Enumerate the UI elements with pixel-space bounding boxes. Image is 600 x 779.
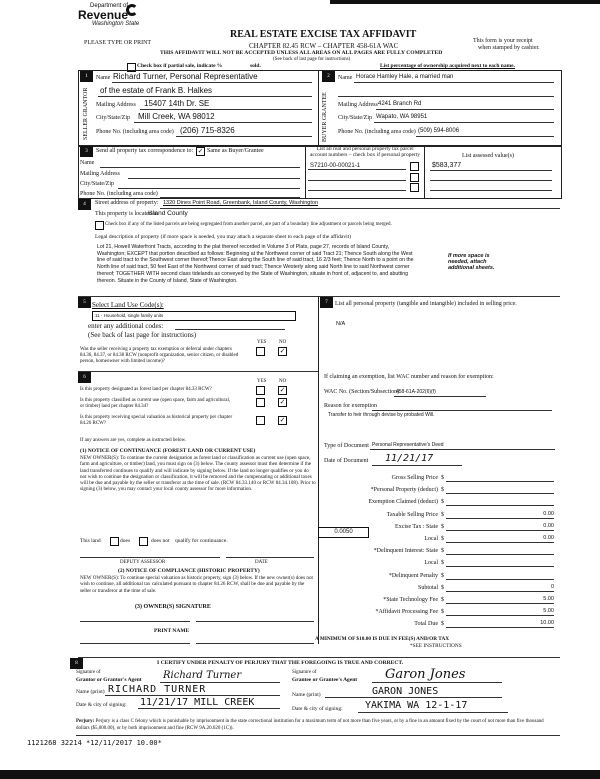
buyer-grantee-label: BUYER GRANTEE xyxy=(322,92,328,142)
perjury-text: Perjury is a class C felony which is punishable by imprisonment in the state correctional institution for a maximum term of not more than five years, or by a fine in an amount fixed by the court of not more than five thousand dollars ($5,000.00), or by both imprisonment and fine (RCW 9A.20.020 (1C)). xyxy=(76,719,544,731)
more-space-note: If more space is needed, attach additional sheets. xyxy=(448,253,495,271)
no-checkbox[interactable]: ✓ xyxy=(279,416,286,424)
notice-continuance-text: NEW OWNER(S): To continue the current designation as forest land or classification as current use (open space, farm and agriculture, or timber) land, you must sign on (3) below. The county assessor must then determine if the land transferred continues to qualify and will indicate by signing below. If the land no longer qualifies or you do not wish to continue the designation or classification, it will be removed and the compensating or additional taxes will be due and payable by the seller or transferor at the time of sale. (RCW 84.33.140 or RCW 84.34.108). Prior to signing (3) below, you may contact your local county assessor for more information. xyxy=(80,455,316,493)
calc-row-value[interactable]: 10.00 xyxy=(446,620,554,628)
notice-continuance-title: (1) NOTICE OF CONTINUANCE (FOREST LAND OR CURRENT USE) xyxy=(80,448,256,454)
legal-label: Legal description of property (if more space is needed, you may attach a separate sheet to each page of the affidavit) xyxy=(95,234,351,240)
seller-name[interactable]: Richard Turner, Personal Representative xyxy=(113,72,258,81)
perjury-label: Perjury: xyxy=(76,719,95,724)
seller-city[interactable]: Mill Creek, WA 98012 xyxy=(138,112,215,121)
yes-checkbox[interactable] xyxy=(256,416,265,425)
personal-property-checkbox[interactable] xyxy=(410,183,419,192)
assessed-value[interactable]: $583,377 xyxy=(432,162,462,169)
calc-row-label: Exemption Claimed (deduct) xyxy=(368,499,438,506)
land-use-code-select[interactable]: 11 - Household, single family units xyxy=(92,311,296,321)
grantor-signature[interactable]: Richard Turner xyxy=(163,670,242,681)
label: City/State/Zip xyxy=(96,115,130,121)
current-use-question: Is this property classified as current use (open space, farm and agricultural, or timber) land per chapter 84.34? xyxy=(80,398,231,409)
section-number: 4 xyxy=(78,199,91,210)
no-header: NO xyxy=(279,340,287,345)
buyer-address[interactable]: 4241 Branch Rd xyxy=(378,101,422,107)
see-back: (See back of last page for instructions) xyxy=(273,57,351,62)
please-type: PLEASE TYPE OR PRINT xyxy=(84,40,152,46)
owner-signature-title: (3) OWNER(S) SIGNATURE xyxy=(135,604,211,610)
minimum-note: A MINIMUM OF $10.00 IS DUE IN FEE(S) AND/OR TAX xyxy=(315,636,450,642)
grantee-date-city[interactable]: YAKIMA WA 12-1-17 xyxy=(365,700,468,711)
exemption-question: Was the seller receiving a property tax exemption or deferral under chapters 84.36, 84.37, or 84.38 RCW (nonprofit organization, senior citizen, or disabled person, homeowner with limited income)? xyxy=(80,347,239,364)
label: This land xyxy=(80,538,101,544)
label: Send all property tax correspondence to: xyxy=(96,148,194,154)
warning: THIS AFFIDAVIT WILL NOT BE ACCEPTED UNLESS ALL AREAS ON ALL PAGES ARE FULLY COMPLETED xyxy=(160,50,443,56)
buyer-city[interactable]: Wapato, WA 98951 xyxy=(376,114,428,120)
forest-land-question: Is this property designated as forest land per chapter 84.33 RCW? xyxy=(80,387,212,392)
label: Select Land Use Code(s): xyxy=(92,301,164,309)
calc-row-value[interactable]: 0 xyxy=(446,584,554,592)
list-pct-note: List percentage of ownership acquired next to each name. xyxy=(380,63,515,69)
label: Mailing Address xyxy=(80,171,120,177)
personal-property-checkbox[interactable] xyxy=(410,173,419,182)
property-street-address[interactable]: 1320 Dines Point Road, Greenbank, Island County, Washington xyxy=(163,200,319,206)
calc-row-label: Local xyxy=(424,536,438,542)
calc-row-label: Taxable Selling Price xyxy=(386,511,438,518)
deputy-assessor-label: DEPUTY ASSESSOR xyxy=(120,560,166,565)
notice-compliance-text: NEW OWNER(S): To continue special valuation as historic property, sign (3) below. If the new owner(s) does not wish to continue, all additional tax calculated pursuant to chapter 84.26 RCW, shall be due and payable by the seller or transferor at the time of sale. xyxy=(80,575,313,594)
label: Same as Buyer/Grantee xyxy=(207,148,264,154)
date-label: DATE xyxy=(255,560,268,565)
label: Phone No. (including area code) xyxy=(96,129,174,135)
calc-row-value[interactable]: 5.00 xyxy=(446,608,554,616)
see-instructions: *SEE INSTRUCTIONS xyxy=(410,643,462,649)
calc-row-value[interactable] xyxy=(446,498,554,506)
does-not-checkbox[interactable] xyxy=(139,537,148,546)
calc-row-label: *State Technology Fee xyxy=(383,597,438,603)
scan-edge xyxy=(0,770,600,779)
label: Reason for exemption xyxy=(324,403,377,409)
no-header: NO xyxy=(279,379,287,384)
personal-property-checkbox[interactable] xyxy=(410,162,419,171)
label: Signature of xyxy=(292,670,317,675)
divider xyxy=(318,70,319,146)
label: Name xyxy=(338,75,353,81)
label: Date of Document xyxy=(324,458,369,464)
label: City/State/Zip xyxy=(80,181,114,187)
personal-property-value[interactable]: N/A xyxy=(336,321,346,327)
cashier-stamp: 1121268 32214 *12/11/2017 10.00* xyxy=(27,739,162,747)
label: Date & city of signing: xyxy=(292,706,343,712)
if-yes-note: If any answers are yes, complete as instructed below. xyxy=(80,438,187,443)
calc-row-value[interactable] xyxy=(446,474,554,482)
logo-text: Washington State xyxy=(92,21,140,27)
logo-text: Department of xyxy=(90,3,129,9)
dollar-sign: $ xyxy=(441,609,444,616)
calc-row-value[interactable] xyxy=(446,572,554,580)
no-checkbox[interactable]: ✓ xyxy=(279,386,286,394)
calc-row-label: *Affidavit Processing Fee xyxy=(375,609,438,616)
segregated-label: Check box if any of the listed parcels are being segregated from another parcel, are part of a boundary line adjustment or parcels being merged. xyxy=(105,222,392,227)
label: Street address of property: xyxy=(95,200,159,206)
label: does xyxy=(120,538,131,544)
label: Name xyxy=(80,160,95,166)
section-number: 2 xyxy=(322,71,335,82)
yes-checkbox[interactable] xyxy=(256,347,265,356)
print-name-label: PRINT NAME xyxy=(154,628,190,634)
calc-row-label: Local xyxy=(424,560,438,567)
segregated-checkbox[interactable] xyxy=(95,221,104,230)
yes-checkbox[interactable] xyxy=(256,398,265,407)
label: Date & city of signing: xyxy=(76,702,127,708)
calc-row-label: Gross Selling Price xyxy=(391,475,438,481)
form-chapter: CHAPTER 82.45 RCW – CHAPTER 458-61A WAC xyxy=(249,42,399,50)
grantor-print-name[interactable]: RICHARD TURNER xyxy=(108,684,207,695)
local-rate-box[interactable]: 0.0050 xyxy=(318,527,369,538)
exemption-label: If claiming an exemption, list WAC number and reason for exemption: xyxy=(324,374,494,380)
label: Mailing Address xyxy=(96,102,136,108)
calc-row-label: *Delinquent Interest: State xyxy=(373,548,438,555)
label: Grantor or Grantor's Agent xyxy=(76,677,142,683)
dollar-sign: $ xyxy=(441,523,444,530)
yes-header: YES xyxy=(257,340,267,345)
perjury-note xyxy=(76,719,546,732)
parcel-header: List all real and personal property tax parcel account numbers – check box if personal property xyxy=(309,146,421,158)
property-county[interactable]: Island County xyxy=(148,210,188,217)
yes-header: YES xyxy=(257,379,267,384)
certification: I CERTIFY UNDER PENALTY OF PERJURY THAT THE FOREGOING IS TRUE AND CORRECT. xyxy=(157,660,404,666)
label: Type of Document xyxy=(324,443,369,449)
logo-icon xyxy=(126,4,138,16)
document-date[interactable]: 11/21/17 xyxy=(385,453,434,464)
legal-description[interactable]: Lot 21, Howell Waterfront Tracts, according to the plat thereof recorded in Volume 3 of Plats, page 27, records of Island County, Washington; EXCEPT that portion described as follows: Beginning at the Northwest corner of said Tract 21; Thence South along the West line of said tract to the Southwest corner thereof;Thence East along the South line of said tract, 16 2/3 feet; Thence North to a point on the North line of said tract, 50 feet East of the Northwest corner of said tract; Thence Westerly along said North line to said Northwest corner thereof; TOGETHER WITH second class tidelands as conveyed by the State of Washington, situate in front of, adjacent to, and abutting thereon. Situate in the County of Island, State of Washington. xyxy=(97,244,414,284)
label: Phone No. (including area code) xyxy=(80,191,158,197)
receipt-note: This form is your receipt xyxy=(473,38,533,44)
historic-question: Is this property receiving special valuation as historical property per chapter 84.26 RCW? xyxy=(80,415,233,426)
dollar-sign: $ xyxy=(441,621,444,628)
calc-row-value[interactable]: 0.00 xyxy=(446,523,554,531)
same-as-buyer-checkbox[interactable]: ✓ xyxy=(197,147,204,155)
section-number: 6 xyxy=(78,372,91,383)
label: does not xyxy=(151,538,170,544)
seller-phone[interactable]: (206) 715-8326 xyxy=(180,126,235,135)
calc-row-value[interactable] xyxy=(446,559,554,567)
calc-row-value[interactable] xyxy=(446,547,554,555)
dollar-sign: $ xyxy=(441,584,444,591)
section-number: 7 xyxy=(320,297,333,308)
calc-row-label: *Personal Property (deduct) xyxy=(370,487,438,494)
dollar-sign: $ xyxy=(441,475,444,481)
label: This property is located in xyxy=(95,211,158,217)
dollar-sign: $ xyxy=(441,572,444,579)
partial-sale-label: Check box if partial sale, indicate % xyxy=(137,63,223,69)
form-title: REAL ESTATE EXCISE TAX AFFIDAVIT xyxy=(230,29,417,40)
exemption-reason[interactable]: Transfer to heir through devise by probated Will. xyxy=(328,412,435,418)
calc-row-label: *Delinquent Penalty xyxy=(388,572,438,579)
calc-row-label: Total Due xyxy=(414,621,438,628)
grantor-date-city[interactable]: 11/21/17 MILL CREEK xyxy=(140,697,255,708)
calc-row-label: Excise Tax : State xyxy=(395,523,438,530)
dollar-sign: $ xyxy=(441,536,444,542)
calc-row-value[interactable]: 0.00 xyxy=(446,535,554,543)
section-number: 3 xyxy=(80,146,93,157)
no-checkbox[interactable]: ✓ xyxy=(279,347,286,355)
logo-text: Revenue xyxy=(78,8,129,22)
calc-row-value[interactable] xyxy=(446,486,554,494)
assessed-header: List assessed value(s) xyxy=(462,153,514,159)
label: Mailing Address xyxy=(338,102,378,108)
label: City/State/Zip xyxy=(338,115,372,121)
personal-property-label: List all personal property (tangible and intangible) included in selling price. xyxy=(335,301,517,307)
calc-row-value[interactable]: 5.00 xyxy=(446,596,554,604)
label: qualify for continuance. xyxy=(175,538,228,544)
calc-row-value[interactable]: 0.00 xyxy=(446,511,554,519)
buyer-phone[interactable]: (509) 594-8006 xyxy=(418,128,460,134)
section-number: 8 xyxy=(70,658,83,669)
label: Name (print) xyxy=(76,689,105,695)
receipt-note: when stamped by cashier. xyxy=(478,45,540,51)
no-checkbox[interactable]: ✓ xyxy=(279,398,286,406)
sold-label: sold. xyxy=(250,63,261,69)
yes-checkbox[interactable] xyxy=(256,386,265,395)
label: (See back of last page for instructions) xyxy=(88,331,197,339)
label: Signature of xyxy=(76,670,101,675)
seller-name-line2[interactable]: of the estate of Frank B. Halkes xyxy=(100,86,213,95)
does-checkbox[interactable] xyxy=(110,537,119,546)
grantee-print-name[interactable]: GARON JONES xyxy=(372,686,439,697)
dollar-sign: $ xyxy=(441,560,444,567)
seller-address[interactable]: 15407 14th Dr. SE xyxy=(144,99,210,108)
label: WAC No. (Section/Subsection) xyxy=(324,389,400,395)
notice-compliance-title: (2) NOTICE OF COMPLIANCE (HISTORIC PROPERTY) xyxy=(118,568,260,574)
calc-row-label: Subtotal xyxy=(417,584,438,591)
dollar-sign: $ xyxy=(441,511,444,518)
seller-grantor-label: SELLER GRANTOR xyxy=(83,87,89,140)
section-number: 5 xyxy=(78,297,91,308)
dollar-sign: $ xyxy=(441,499,444,506)
grantee-signature[interactable]: Garon Jones xyxy=(385,667,466,682)
dollar-sign: $ xyxy=(441,487,444,494)
label: Name xyxy=(96,75,111,81)
label: enter any additional codes: xyxy=(88,322,164,330)
label: Name (print) xyxy=(292,692,321,698)
buyer-name[interactable]: Horace Hamley Hale, a married man xyxy=(356,74,454,80)
scan-edge xyxy=(330,0,600,4)
dollar-sign: $ xyxy=(441,597,444,603)
document-type[interactable]: Personal Representative's Deed xyxy=(372,442,444,448)
label: Phone No. (including area code) xyxy=(338,129,416,135)
label: Grantee or Grantee's Agent xyxy=(292,677,358,683)
parcel-number[interactable]: S7210-00-00021-1 xyxy=(310,163,361,169)
wac-number[interactable]: 458-61A-202(6)(f) xyxy=(396,389,436,395)
section-number: 1 xyxy=(80,71,93,82)
dollar-sign: $ xyxy=(441,548,444,555)
